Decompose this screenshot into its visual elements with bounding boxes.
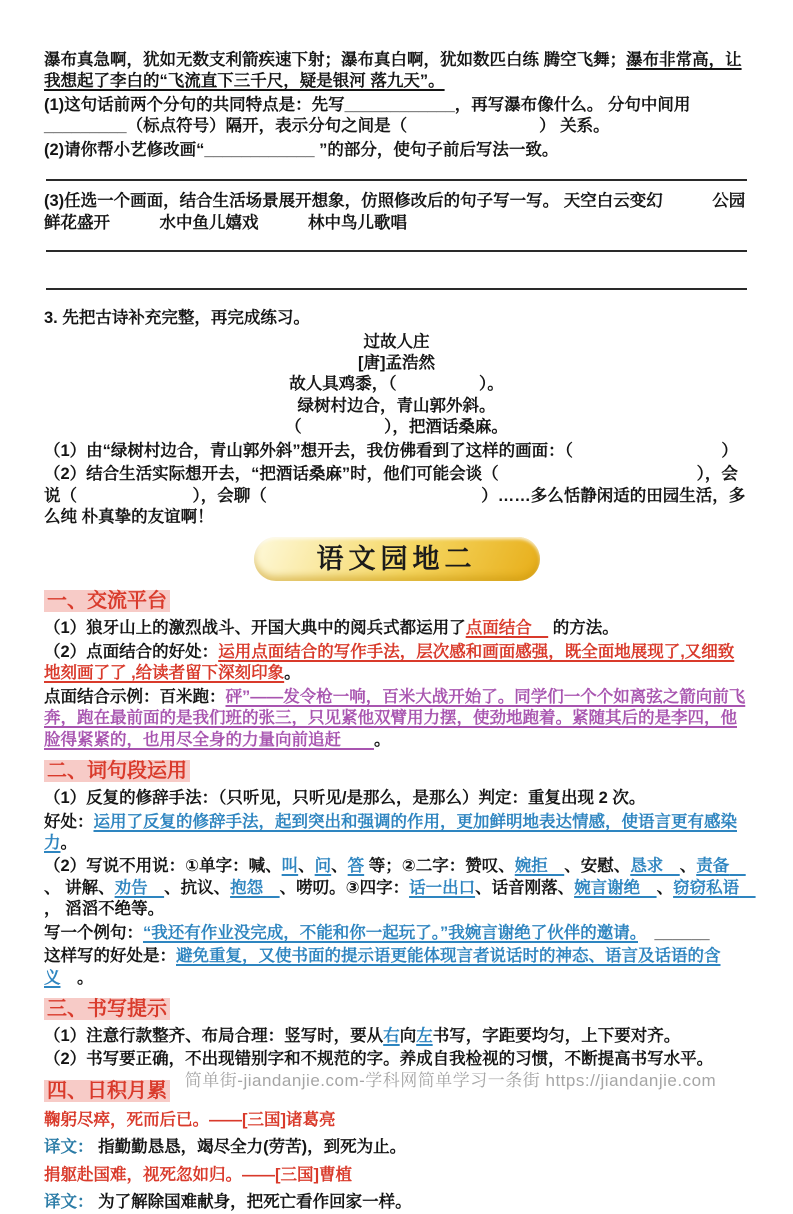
text-segment-n: 、抗议、 <box>164 878 231 897</box>
example-benefit <box>44 946 749 989</box>
text-segment-n: 、 <box>298 857 315 876</box>
communication-point-1 <box>44 618 749 639</box>
text-segment-n: 写一个例句： <box>44 923 143 942</box>
text-segment-b: 话一出口 <box>409 878 476 897</box>
text-segment-b: 婉言谢绝 <box>574 878 657 897</box>
poem-block <box>44 332 749 439</box>
poem-line: （ ），把酒话桑麻。 <box>285 418 508 437</box>
text-segment-b: 避免重复，又使书面的提示语更能体现言者说话时的神态、语言及话语的含义 <box>44 947 721 987</box>
poem-question-2 <box>44 464 749 528</box>
text-segment-n: ______ <box>638 923 710 942</box>
text-segment-n: 。 <box>374 730 391 749</box>
example-sentence <box>44 923 749 944</box>
text-segment-n: 点面结合示例：百米跑： <box>44 687 226 706</box>
text-segment-n: ， 滔滔不绝等。 <box>44 900 165 919</box>
answer-blank-line <box>46 250 747 252</box>
text-segment-n: （1）狼牙山上的激烈战斗、开国大典中的阅兵式都运用了 <box>44 619 466 638</box>
writing-tip-1 <box>44 1026 749 1047</box>
repetition-benefit <box>44 812 749 855</box>
quote-zhugeliang <box>44 1110 749 1131</box>
poem-title: 过故人庄 <box>363 332 430 351</box>
text-segment-p: 砰”——发令枪一响，百米大战开始了。同学们一个个如离弦之箭向前飞奔，跑在最前面的是我们班的张三，只见紧他双臂用力摆，使劲地跑着。紧随其后的是李四，他脸得紧紧的，也用尽全身的力量向前追赶 <box>44 687 746 749</box>
question-1-common-features <box>44 95 749 138</box>
question-2-revise <box>44 140 749 161</box>
text-segment-n: 的方法。 <box>548 619 619 638</box>
waterfall-description <box>44 50 749 93</box>
unit-title-badge: 语文园地二 <box>254 537 540 581</box>
answer-blank-line <box>46 288 747 290</box>
text-segment-n: （2）写说不用说：①单字：喊、 <box>44 857 282 876</box>
text-segment-n: 向 <box>399 1027 417 1045</box>
text-segment-n: (2)请你帮小艺修改画“____________ ”的部分，使句子前后写法一致。 <box>44 140 559 159</box>
poem-line: 绿树村边合，青山郭外斜。 <box>297 396 496 415</box>
poem-line: 故人具鸡黍，（ ）。 <box>289 375 504 394</box>
text-segment-u: 瀑布非常高，让我想起了李白的“飞流直下三千尺，疑是银河 落九天”。 <box>44 51 742 91</box>
text-segment-n: (1)这句话前两个分句的共同特点是：先写____________，再写瀑布像什么。 分句中间用_________（标点符号）隔开，表示分句之间是（ ） 关系。 <box>44 95 691 136</box>
text-segment-n: 瀑布真急啊，犹如无数支利箭疾速下射；瀑布真白啊，犹如数匹白练 腾空飞舞； <box>44 51 627 69</box>
text-segment-n: 等；②二字：赞叹、 <box>364 857 515 876</box>
text-segment-n: （2）点面结合的好处： <box>44 642 219 661</box>
text-segment-n: 。 <box>60 968 94 987</box>
unit-title-row <box>44 537 749 581</box>
text-segment-n: （2）书写要正确，不出现错别字和不规范的字。养成自我检视的习惯，不断提高书写水平。 <box>44 1050 714 1069</box>
text-segment-n: 、唠叨。③四字： <box>279 878 410 897</box>
poem-author: [唐]孟浩然 <box>358 353 435 372</box>
poem-question-1 <box>44 441 749 462</box>
text-segment-tl: 译文： <box>44 1193 94 1212</box>
text-segment-r: 运用点面结合的写作手法，层次感和画面感强，既全面地展现了,又细致地刻画了了 ,给读者留下深刻印象 <box>44 642 735 683</box>
text-segment-b: 恳求 <box>630 857 680 876</box>
section-title-text: 三、书写提示 <box>44 998 170 1020</box>
say-without-say <box>44 856 756 920</box>
repetition-device <box>44 788 749 809</box>
text-segment-n: 、话音刚落、 <box>475 878 575 897</box>
translation-caozhi <box>44 1192 749 1213</box>
text-segment-n: (3)任选一个画面，结合生活场景展开想象，仿照修改后的句子写一写。 天空白云变幻 公园鲜花盛开 水中鱼儿嬉戏 林中鸟儿歌唱 <box>44 192 746 232</box>
text-segment-n: （1）注意行款整齐、布局合理：竖写时，要从 <box>44 1027 384 1045</box>
question-3-imitate <box>44 191 749 234</box>
text-segment-n: 。 <box>284 664 301 683</box>
text-segment-b: 婉拒 <box>514 857 565 876</box>
answer-blank-line <box>46 179 747 181</box>
text-segment-n: 为了解除国难献身，把死亡看作回家一样。 <box>93 1193 412 1212</box>
text-segment-n: 指勤勤恳恳，竭尽全力(劳苦)，到死为止。 <box>93 1138 407 1157</box>
text-segment-tl: 译文： <box>44 1138 94 1157</box>
text-segment-rq: 鞠躬尽瘁，死而后已。——[三国]诸葛亮 <box>44 1110 336 1129</box>
section-title-writing-tips <box>44 997 749 1022</box>
watermark: 简单街-jiandanjie.com-学科网简单学习一条街 https://jiandanjie.com <box>184 1071 717 1090</box>
writing-tip-2 <box>44 1049 749 1070</box>
text-segment-n: 书写，字距要均匀，上下要对齐。 <box>432 1027 681 1045</box>
text-segment-n: 好处： <box>44 812 94 831</box>
text-segment-n: （1）反复的修辞手法：（只听见，只听见/是那么，是那么）判定：重复出现 2 次。 <box>44 789 646 808</box>
communication-point-2 <box>44 642 749 685</box>
text-segment-n: 、 讲解、 <box>44 878 115 897</box>
text-segment-b: 答 <box>347 857 365 876</box>
section-title-accumulation <box>44 1079 749 1104</box>
section-title-words-sentences <box>44 759 749 784</box>
text-segment-b: 右 <box>383 1027 400 1045</box>
text-segment-b: 运用了反复的修辞手法，起到突出和强调的作用，更加鲜明地表达情感，使语言更有感染力 <box>44 812 737 852</box>
text-segment-b: 左 <box>416 1027 433 1045</box>
text-segment-b: “我还有作业没完成，不能和你一起玩了。”我婉言谢绝了伙伴的邀请。 <box>143 923 638 942</box>
section-title-text: 一、交流平台 <box>44 590 170 612</box>
text-segment-b: 叫 <box>281 857 299 876</box>
quote-caozhi <box>44 1165 749 1186</box>
text-segment-rq: 捐躯赴国难，视死忽如归。——[三国]曹植 <box>44 1165 352 1184</box>
exercise-3-instruction: 3. 先把古诗补充完整，再完成练习。 <box>44 309 310 328</box>
text-segment-n: 。 <box>60 833 77 852</box>
section-title-text: 二、词句段运用 <box>44 760 190 782</box>
text-segment-n: （1）由“绿树村边合，青山郭外斜”想开去，我仿佛看到了这样的画面：（ ） <box>44 441 738 460</box>
translation-zhugeliang <box>44 1137 749 1158</box>
communication-example <box>44 687 749 751</box>
text-segment-r: 点面结合 <box>465 619 549 638</box>
text-segment-b: 问 <box>314 857 332 876</box>
text-segment-n: 、 <box>656 878 674 897</box>
text-segment-n: （2）结合生活实际想开去，“把酒话桑麻”时，他们可能会谈（ ），会说（ ），会聊（ ）……多么恬静闲适的田园生活，多么纯 朴真挚的友谊啊！ <box>44 465 746 526</box>
text-segment-n: 这样写的好处是： <box>44 947 176 966</box>
text-segment-b: 抱怨 <box>230 878 280 897</box>
text-segment-b: 劝告 <box>114 878 165 897</box>
text-segment-n: 、 <box>679 857 697 876</box>
section-title-text: 四、日积月累 <box>44 1080 170 1102</box>
text-segment-n: 、 <box>331 857 348 876</box>
section-title-communication <box>44 589 749 614</box>
text-segment-b: 责备 <box>696 857 746 876</box>
text-segment-n: 、安慰、 <box>564 857 631 876</box>
text-segment-b: 窃窃私语 <box>673 878 756 897</box>
